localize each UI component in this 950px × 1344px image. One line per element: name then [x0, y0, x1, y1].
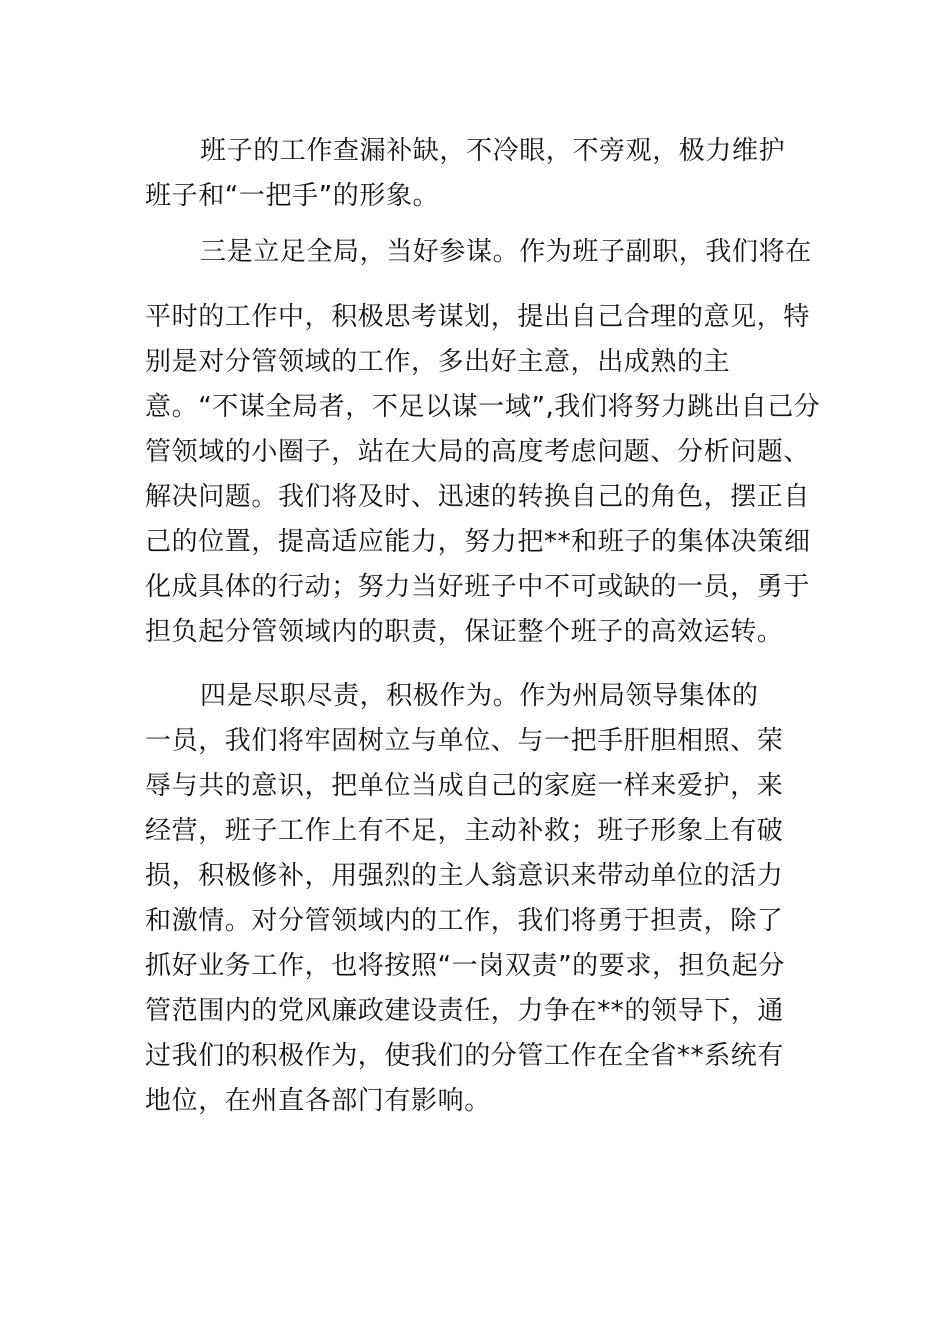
text-line: 一员，我们将牢固树立与单位、与一把手肝胆相照、荣: [145, 726, 784, 756]
text-line: 班子和“一把手”的形象。: [145, 181, 440, 211]
text-line: 四是尽职尽责，积极作为。作为州局领导集体的: [200, 681, 759, 711]
text-line: 地位，在州直各部门有影响。: [145, 1086, 491, 1116]
text-line: 意。“不谋全局者，不足以谋一域”,我们将努力跳出自己分: [145, 392, 821, 422]
text-line: 班子的工作查漏补缺，不冷眼，不旁观，极力维护: [200, 136, 786, 166]
text-line: 经营，班子工作上有不足，主动补救；班子形象上有破: [145, 816, 784, 846]
text-line: 过我们的积极作为，使我们的分管工作在全省**系统有: [145, 1041, 785, 1071]
text-line: 和激情。对分管领域内的工作，我们将勇于担责，除了: [145, 906, 784, 936]
text-line: 担负起分管领域内的职责，保证整个班子的高效运转。: [145, 617, 784, 647]
text-line: 平时的工作中，积极思考谋划，提出自己合理的意见，特: [145, 302, 811, 332]
text-line: 己的位置，提高适应能力，努力把**和班子的集体决策细: [145, 527, 811, 557]
text-line: 三是立足全局，当好参谋。作为班子副职，我们将在: [200, 237, 812, 267]
text-line: 损，积极修补，用强烈的主人翁意识来带动单位的活力: [145, 861, 784, 891]
text-line: 化成具体的行动；努力当好班子中不可或缺的一员，勇于: [145, 572, 811, 602]
text-line: 管范围内的党风廉政建设责任，力争在**的领导下，通: [145, 996, 785, 1026]
text-line: 别是对分管领域的工作，多出好主意，出成熟的主: [145, 347, 731, 377]
text-line: 抓好业务工作，也将按照“一岗双责”的要求，担负起分: [145, 951, 785, 981]
text-line: 辱与共的意识，把单位当成自己的家庭一样来爱护，来: [145, 771, 784, 801]
text-line: 解决问题。我们将及时、迅速的转换自己的角色，摆正自: [145, 482, 811, 512]
text-line: 管领域的小圈子，站在大局的高度考虑问题、分析问题、: [145, 437, 811, 467]
